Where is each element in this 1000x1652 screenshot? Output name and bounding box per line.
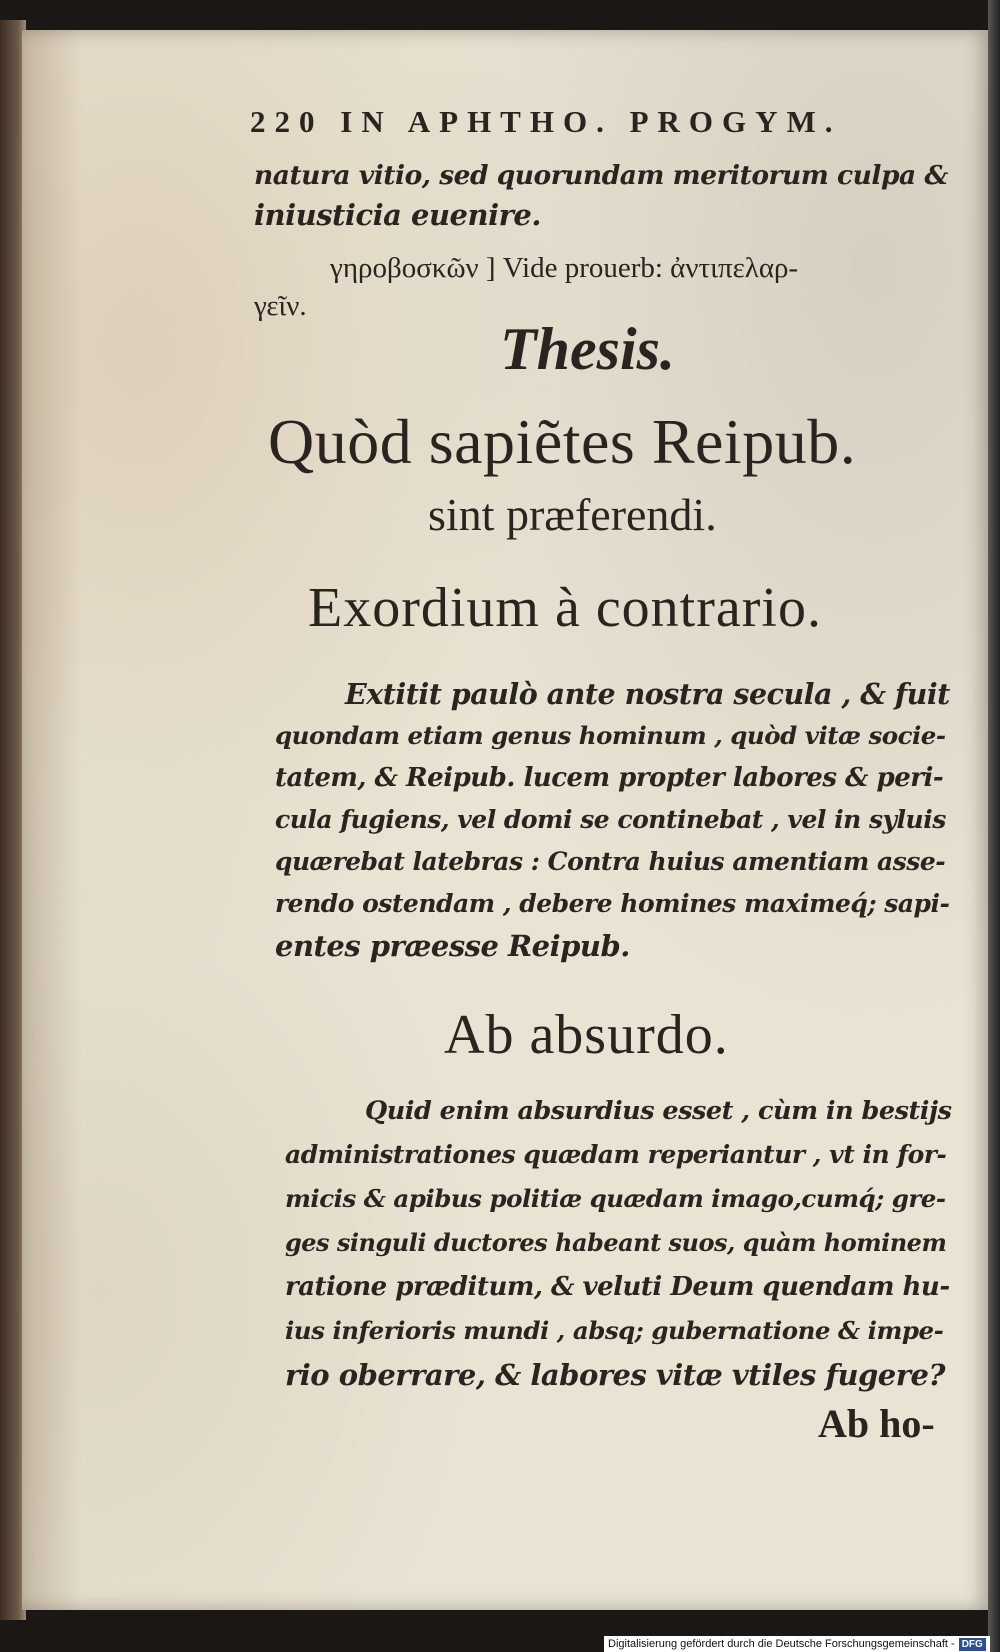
greek-note-line-1: γηροβοσκῶν ] Vide prouerb: ἀντιπελαρ- xyxy=(330,252,799,284)
title-line-2: sint præferendi. xyxy=(428,489,717,540)
digitization-footer xyxy=(604,1636,990,1652)
greek-note-line-2: γεῖν. xyxy=(254,290,307,322)
exordium-line-6: rendo ostendam , debere homines maximeq́; sapi- xyxy=(275,889,950,918)
exordium-line-7: entes præesse Reipub. xyxy=(275,929,630,963)
absurdo-line-3: micis & apibus politiæ quædam imago,cumq́; gre- xyxy=(285,1184,946,1213)
opening-line-1: natura vitio, sed quorundam meritorum culpa & xyxy=(254,160,948,191)
exordium-line-2: quondam etiam genus hominum , quòd vitæ socie- xyxy=(275,721,946,750)
absurdo-line-2: administrationes quædam reperiantur , vt in for- xyxy=(285,1140,947,1169)
exordium-heading: Exordium à contrario. xyxy=(308,577,822,639)
dfg-logo: DFG xyxy=(959,1638,986,1651)
exordium-line-1: Extitit paulò ante nostra secula , & fuit xyxy=(345,677,950,711)
exordium-line-3: tatem, & Reipub. lucem propter labores & peri- xyxy=(275,763,944,793)
exordium-line-4: cula fugiens, vel domi se continebat , vel in syluis xyxy=(275,805,946,834)
catchword: Ab ho- xyxy=(818,1401,935,1446)
opening-line-2: iniusticia euenire. xyxy=(254,198,541,232)
thesis-label: Thesis. xyxy=(500,316,676,382)
digitization-credit: Digitalisierung gefördert durch die Deutsche Forschungsgemeinschaft - xyxy=(608,1638,955,1650)
absurdo-line-4: ges singuli ductores habeant suos, quàm hominem xyxy=(285,1228,947,1257)
exordium-line-5: quærebat latebras : Contra huius amentiam asse- xyxy=(275,847,946,876)
absurdo-line-6: ius inferioris mundi , absq; gubernatione & impe- xyxy=(285,1316,944,1345)
absurdo-line-5: ratione præditum, & veluti Deum quendam hu- xyxy=(285,1272,950,1302)
absurdo-line-1: Quid enim absurdius esset , cùm in bestijs xyxy=(365,1096,952,1126)
page-right-edge xyxy=(988,0,1000,1652)
running-head: 220 IN APHTHO. PROGYM. xyxy=(250,104,842,139)
absurdo-heading: Ab absurdo. xyxy=(444,1004,729,1066)
absurdo-line-7: rio oberrare, & labores vitæ vtiles fugere? xyxy=(285,1358,945,1392)
title-line-1: Quòd sapiẽtes Reipub. xyxy=(268,406,857,477)
